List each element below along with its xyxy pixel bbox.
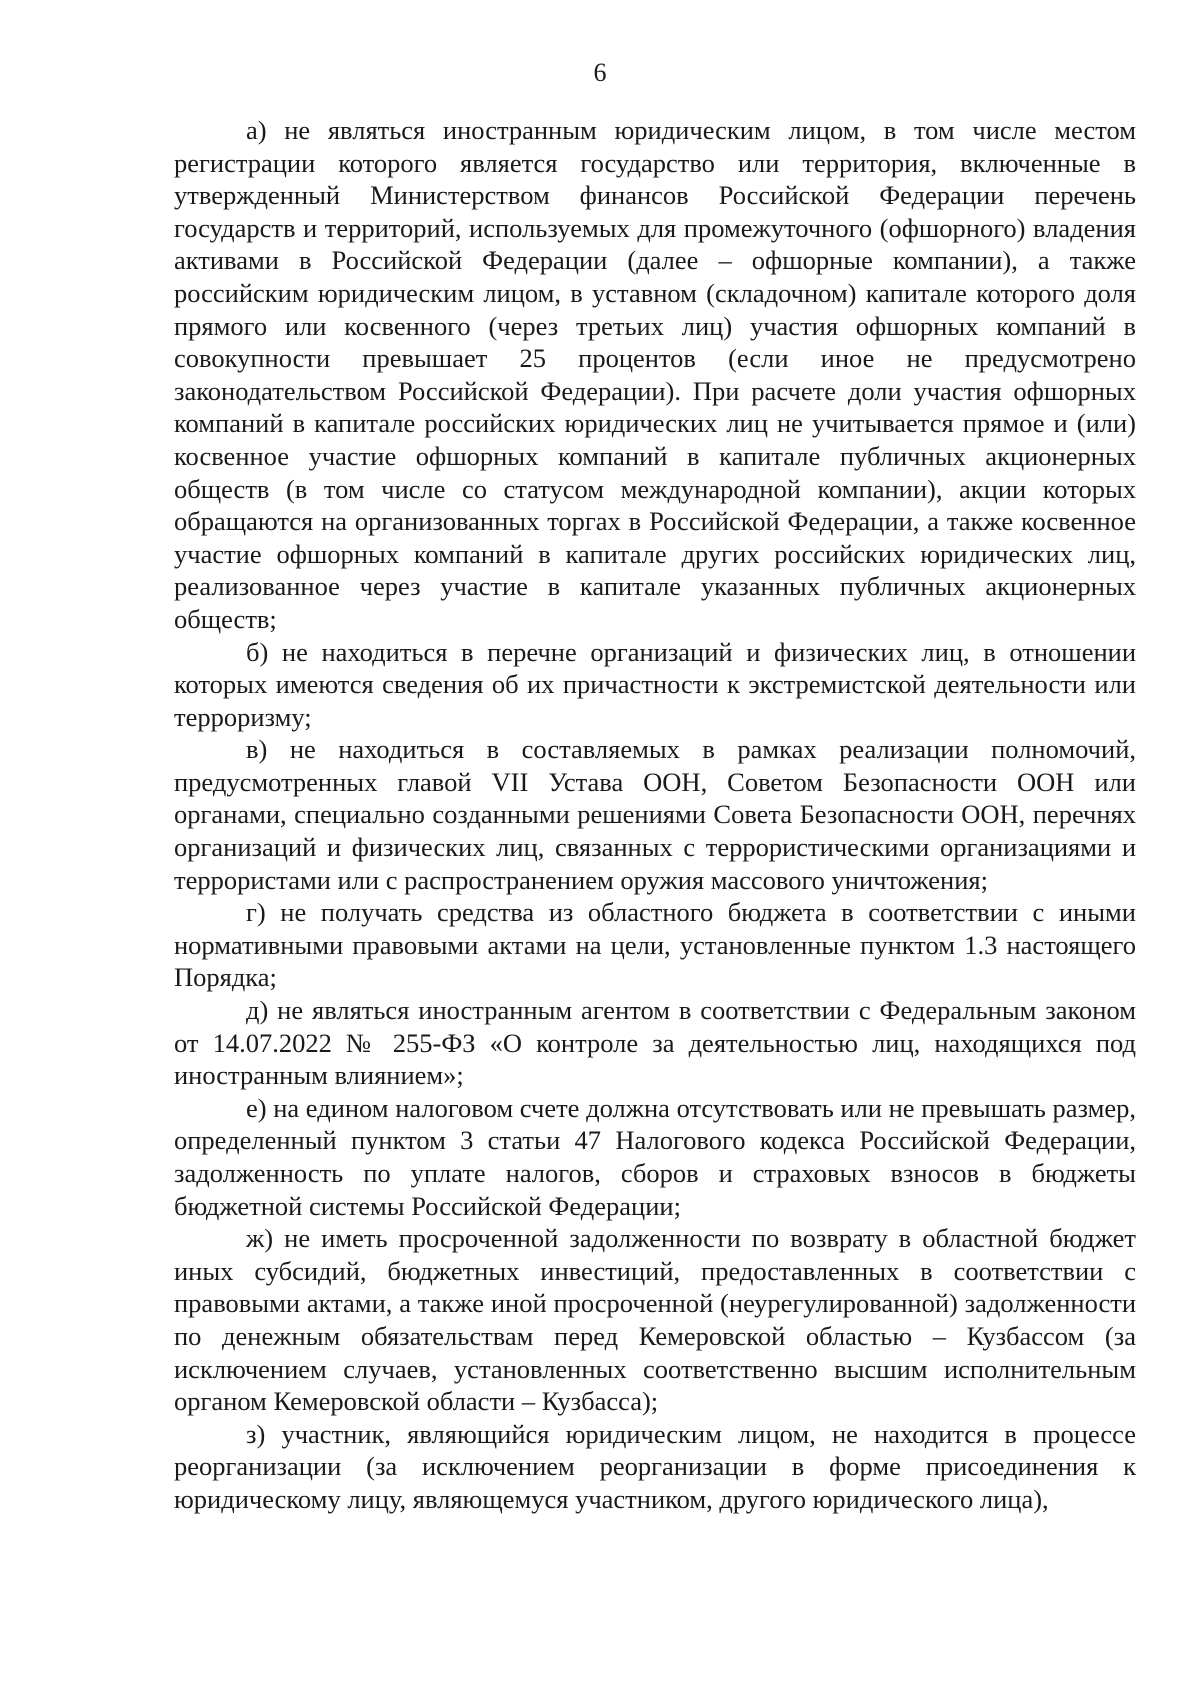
paragraph-b: б) не находиться в перечне организаций и физических лиц, в отношении которых имеются сведения об их причастности к экстремистской деятельности или терроризму; [174, 636, 1136, 732]
document-body [174, 114, 1136, 1516]
paragraph-e: е) на едином налоговом счете должна отсутствовать или не превышать размер, определенный пунктом 3 статьи 47 Налогового кодекса Российской Федерации, задолженность по уплате налогов, сборов и страховых взносов в бюджеты бюджетной системы Российской Федерации; [174, 1092, 1136, 1221]
paragraph-a: а) не являться иностранным юридическим лицом, в том числе местом регистрации которого является государство или территория, включенные в утвержденный Министерством финансов Российской Федерации перечень государств и территорий, используемых для промежуточного (офшорного) владения активами в Российской Федерации (далее – офшорные компании), а также российским юридическим лицом, в уставном (складочном) капитале которого доля прямого или косвенного (через третьих лиц) участия офшорных компаний в совокупности превышает 25 процентов (если иное не предусмотрено законодательством Российской Федерации). При расчете доли участия офшорных компаний в капитале российских юридических лиц не учитывается прямое и (или) косвенное участие офшорных компаний в капитале публичных акционерных обществ (в том числе со статусом международной компании), акции которых обращаются на организованных торгах в Российской Федерации, а также косвенное участие офшорных компаний в капитале других российских юридических лиц, реализованное через участие в капитале указанных публичных акционерных обществ; [174, 115, 1136, 634]
paragraph-d: д) не являться иностранным агентом в соответствии с Федеральным законом от 14.07.2022 № 255-ФЗ «О контроле за деятельностью лиц, находящихся под иностранным влиянием»; [174, 995, 1136, 1091]
paragraph-z: з) участник, являющийся юридическим лицом, не находится в процессе реорганизации (за исключением реорганизации в форме присоединения к юридическому лицу, являющемуся участником, другого юридического лица), [174, 1418, 1136, 1514]
paragraph-g: г) не получать средства из областного бюджета в соответствии с иными нормативными правовыми актами на цели, установленные пунктом 1.3 настоящего Порядка; [174, 897, 1136, 993]
page-number: 6 [593, 58, 607, 87]
paragraph-v: в) не находиться в составляемых в рамках реализации полномочий, предусмотренных главой VII Устава ООН, Советом Безопасности ООН или органами, специально созданными решениями Совета Безопасности ООН, перечнях организаций и физических лиц, связанных с террористическими организациями и террористами или с распространением оружия массового уничтожения; [174, 734, 1136, 895]
paragraph-zh: ж) не иметь просроченной задолженности по возврату в областной бюджет иных субсидий, бюджетных инвестиций, предоставленных в соответствии с правовыми актами, а также иной просроченной (неурегулированной) задолженности по денежным обязательствам перед Кемеровской областью – Кузбассом (за исключением случаев, установленных соответственно высшим исполнительным органом Кемеровской области – Кузбасса); [174, 1223, 1136, 1417]
